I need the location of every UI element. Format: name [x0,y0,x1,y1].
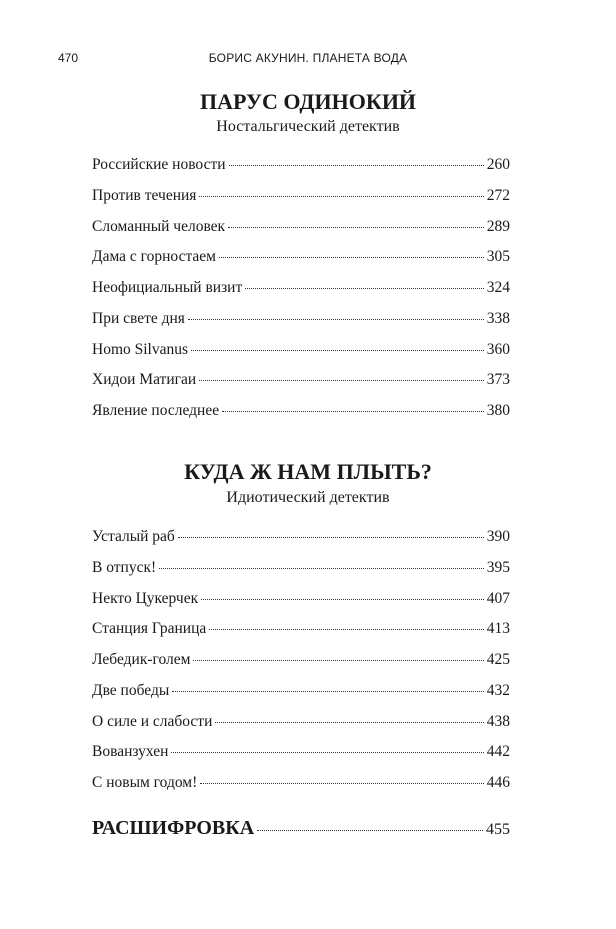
toc-entry [92,217,510,248]
section-subtitle: Идиотический детектив [226,489,390,506]
toc-entry [92,247,510,278]
toc-entry [92,712,510,743]
toc-entry-page: 407 [486,589,510,607]
toc-entry [92,370,510,401]
toc-entry-title: С новым годом! [92,774,198,791]
section-title: КУДА Ж НАМ ПЛЫТЬ? [184,459,432,484]
dot-leader [229,165,484,166]
dot-leader [201,599,484,600]
toc-entry-title: Homo Silvanus [92,340,189,358]
toc-entry-page: 413 [486,620,510,638]
toc-entry-title: Хидои Матигаи [92,371,197,389]
toc-entry-title: Российские новости [92,156,226,173]
toc-entry [92,155,510,186]
dot-leader [159,568,484,569]
toc-entry-title: В отпуск! [92,558,157,576]
toc-entry-title: Некто Цукерчек [92,589,199,607]
toc-entry-title: Станция Граница [92,620,207,638]
dot-leader [215,722,483,723]
dot-leader [257,830,483,831]
toc-entry-page: 446 [486,774,510,791]
toc-entry [92,278,510,309]
toc-entry-page: 305 [486,248,510,266]
dot-leader [209,629,484,630]
dot-leader [199,380,484,381]
dot-leader [245,288,483,289]
toc-entry [92,527,510,558]
final-entry-title: РАСШИФРОВКА [92,817,255,839]
toc-entry-title: Лебедик-голем [92,651,191,668]
toc-entry-title: Две победы [92,681,170,699]
toc-entry [92,558,510,589]
dot-leader [222,411,484,412]
section-subtitle: Ностальгический детектив [216,118,400,135]
dot-leader [228,227,484,228]
dot-leader [188,319,484,320]
dot-leader [191,350,484,351]
toc-entry [92,681,510,712]
running-head: БОРИС АКУНИН. ПЛАНЕТА ВОДА [208,51,408,65]
toc-entry-page: 324 [486,279,510,296]
toc-entry-page: 380 [486,402,510,419]
page-number: 470 [58,51,79,65]
toc-entry [92,309,510,340]
dot-leader [172,691,483,692]
toc-entry-page: 360 [486,340,510,358]
toc-entry-page: 338 [486,309,510,327]
toc-entry [92,589,510,620]
toc-entry [92,340,510,371]
toc-entry-page: 260 [486,156,510,173]
toc-entry-title: Явление последнее [92,402,220,419]
final-entry-page: 455 [486,821,510,838]
toc-entry-page: 395 [486,558,510,576]
toc-entry-page: 438 [486,712,510,730]
toc-entry-title: Неофициальный визит [92,279,243,296]
toc-entry [92,773,510,804]
toc-entry-page: 432 [486,681,510,699]
toc-entry-page: 272 [486,186,510,204]
toc-entry-title: Дама с горностаем [92,248,216,266]
section-title: ПАРУС ОДИНОКИЙ [199,89,417,114]
toc-entry [92,650,510,681]
toc-entry-title: Вованзухен [92,743,169,761]
toc-entry-title: О силе и слабости [92,712,213,730]
final-toc-entry [92,816,510,840]
toc-entry-title: Усталый раб [92,528,175,545]
dot-leader [219,257,484,258]
toc-entry-page: 390 [486,528,510,545]
toc-entry-page: 425 [486,651,510,668]
toc-entry-title: Сломанный человек [92,217,226,235]
dot-leader [171,752,483,753]
toc-entry [92,742,510,773]
toc-entry [92,401,510,432]
toc-entry [92,619,510,650]
dot-leader [178,537,484,538]
dot-leader [199,196,483,197]
toc-entry-page: 289 [486,217,510,235]
dot-leader [193,660,483,661]
toc-entry-page: 373 [486,371,510,389]
toc-entry [92,186,510,217]
toc-entry-title: При свете дня [92,309,185,327]
toc-list [92,527,510,804]
toc-entry-page: 442 [486,743,510,761]
toc-entry-title: Против течения [92,186,197,204]
dot-leader [200,783,483,784]
toc-list [92,155,510,432]
